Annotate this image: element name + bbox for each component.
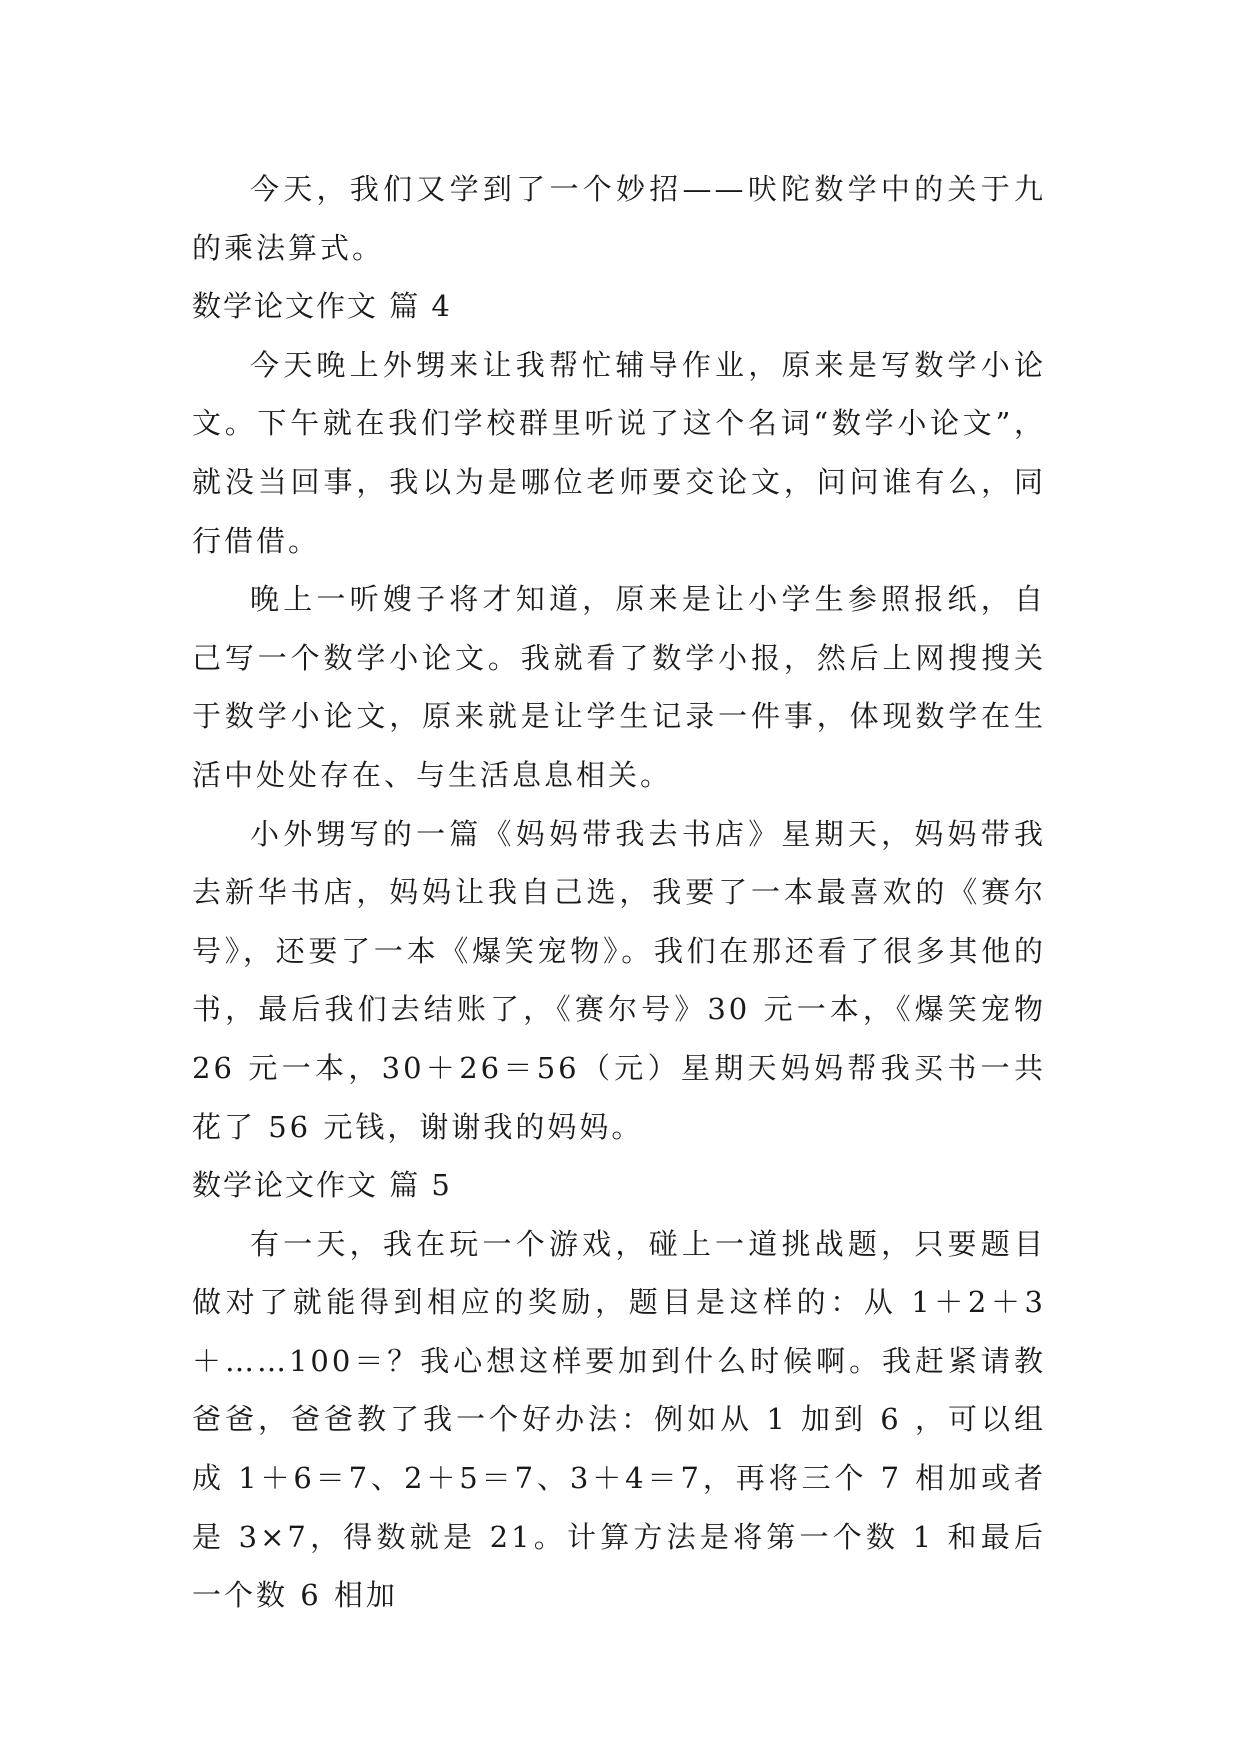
section-heading: 数学论文作文 篇 5: [192, 1168, 452, 1203]
paragraph: 有一天，我在玩一个游戏，碰上一道挑战题，只要题目做对了就能得到相应的奖励，题目是这样的：从 1＋2＋3＋……100＝？我心想这样要加到什么时候啊。我赶紧请教爸爸，爸爸教了我一个好办法：例如从 1 加到 6 ，可以组成 1＋6＝7、2＋5＝7、3＋4＝7，再将三个 7 相加或者是 3×7，得数就是 21。计算方法是将第一个数 1 和最后一个数 6 相加: [192, 1226, 1046, 1613]
paragraph: 今天，我们又学到了一个妙招——吠陀数学中的关于九的乘法算式。: [192, 172, 1046, 265]
paragraph: 小外甥写的一篇《妈妈带我去书店》星期天，妈妈带我去新华书店，妈妈让我自己选，我要了一本最喜欢的《赛尔号》，还要了一本《爆笑宠物》。我们在那还看了很多其他的书，最后我们去结账了，《赛尔号》30 元一本，《爆笑宠物 26 元一本，30＋26＝56（元）星期天妈妈帮我买书一共花了 56 元钱，谢谢我的妈妈。: [192, 816, 1046, 1144]
document-body: [192, 160, 1046, 1625]
section-heading: 数学论文作文 篇 4: [192, 289, 452, 324]
paragraph: 今天晚上外甥来让我帮忙辅导作业，原来是写数学小论文。下午就在我们学校群里听说了这个名词“数学小论文”，就没当回事，我以为是哪位老师要交论文，问问谁有么，同行借借。: [192, 347, 1046, 558]
paragraph: 晚上一听嫂子将才知道，原来是让小学生参照报纸，自己写一个数学小论文。我就看了数学小报，然后上网搜搜关于数学小论文，原来就是让学生记录一件事，体现数学在生活中处处存在、与生活息息相关。: [192, 582, 1046, 792]
